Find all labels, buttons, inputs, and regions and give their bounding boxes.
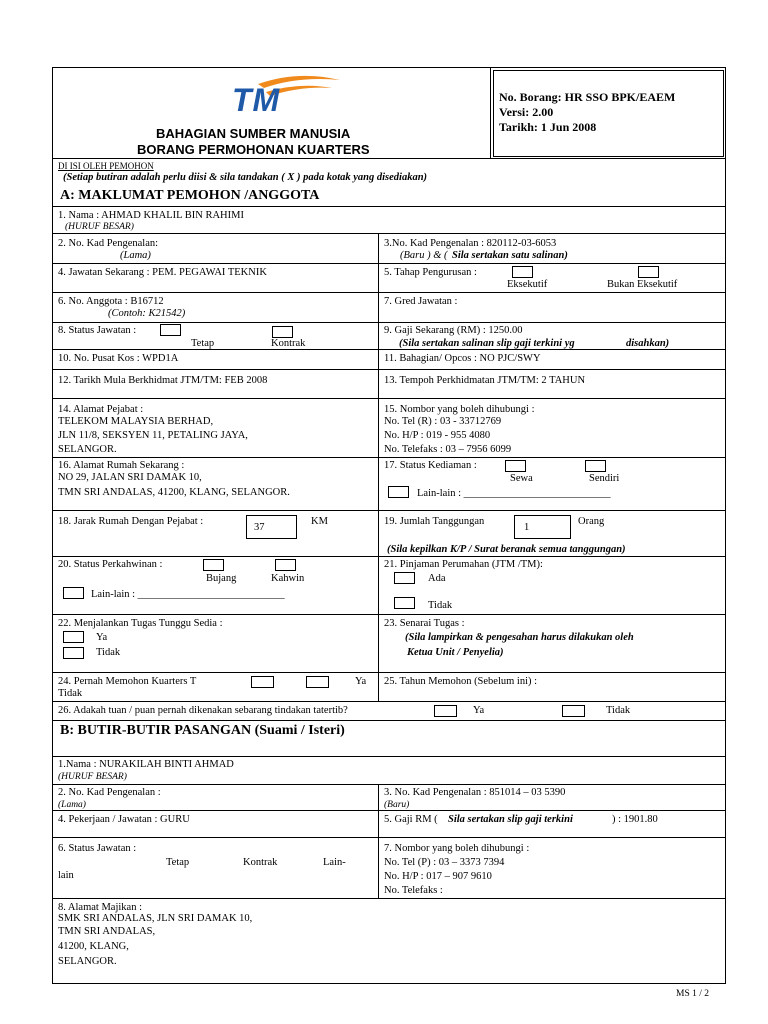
a20-kahwin-checkbox[interactable] bbox=[275, 559, 296, 571]
a3-ic-baru: 3.No. Kad Pengenalan : 820112-03-6053 bbox=[384, 238, 557, 249]
a8-opt2: Kontrak bbox=[271, 338, 306, 349]
a26-ya-checkbox[interactable] bbox=[434, 705, 457, 717]
a24-ya-checkbox[interactable] bbox=[251, 676, 274, 688]
a21-tidak-checkbox[interactable] bbox=[394, 597, 415, 609]
b2-ic-lama: 2. No. Kad Pengenalan : bbox=[58, 787, 161, 798]
a15-hp: No. H/P : 019 - 955 4080 bbox=[384, 430, 491, 441]
a18-value: 37 bbox=[254, 522, 265, 533]
a22-opt1: Ya bbox=[96, 632, 108, 643]
a8-tetap-checkbox[interactable] bbox=[160, 324, 181, 336]
b8-line2: TMN SRI ANDALAS, bbox=[58, 926, 156, 937]
tarikh: Tarikh: 1 Jun 2008 bbox=[499, 120, 597, 134]
a16-line1: NO 29, JALAN SRI DAMAK 10, bbox=[58, 472, 202, 483]
b6-opt3a: Lain- bbox=[323, 857, 346, 868]
a7-gred: 7. Gred Jawatan : bbox=[384, 296, 458, 307]
a1-nama: 1. Nama : AHMAD KHALIL BIN RAHIMI bbox=[58, 210, 244, 221]
tm-logo bbox=[228, 74, 348, 118]
a5-eksekutif-checkbox[interactable] bbox=[512, 266, 533, 278]
a19-tanggungan-box[interactable] bbox=[514, 515, 571, 539]
b3-ic-baru: 3. No. Kad Pengenalan : 851014 – 03 5390 bbox=[384, 787, 566, 798]
a22-tidak-checkbox[interactable] bbox=[63, 647, 84, 659]
a24-pernah: 24. Pernah Memohon Kuarters T bbox=[58, 676, 197, 687]
a10-pusat-kos: 10. No. Pusat Kos : WPD1A bbox=[58, 353, 179, 364]
a8-opt1: Tetap bbox=[191, 338, 215, 349]
a17-lainlain-checkbox[interactable] bbox=[388, 486, 409, 498]
b8-alamat-majikan: 8. Alamat Majikan : bbox=[58, 902, 142, 913]
b8-line3: 41200, KLANG, bbox=[58, 941, 129, 952]
a15-nombor: 15. Nombor yang boleh dihubungi : bbox=[384, 404, 535, 415]
b2-hint: (Lama) bbox=[58, 800, 86, 810]
b7-hp: No. H/P : 017 – 907 9610 bbox=[384, 871, 492, 882]
a24-opt1: Ya bbox=[355, 676, 367, 687]
versi: Versi: 2.00 bbox=[499, 105, 554, 119]
form-title: BORANG PERMOHONAN KUARTERS bbox=[137, 142, 370, 157]
a9-hint-a: (Sila sertakan salinan slip gaji terkini yg bbox=[399, 338, 575, 349]
a14-line3: SELANGOR. bbox=[58, 444, 117, 455]
a9-gaji: 9. Gaji Sekarang (RM) : 1250.00 bbox=[384, 325, 523, 336]
a5-bukan-eksekutif-checkbox[interactable] bbox=[638, 266, 659, 278]
a22-ya-checkbox[interactable] bbox=[63, 631, 84, 643]
a19-unit: Orang bbox=[578, 516, 605, 527]
a26-opt2: Tidak bbox=[606, 705, 631, 716]
a18-jarak: 18. Jarak Rumah Dengan Pejabat : bbox=[58, 516, 204, 527]
a17-opt2: Sendiri bbox=[589, 473, 620, 484]
a12-tarikh-mula: 12. Tarikh Mula Berkhidmat JTM/TM: FEB 2008 bbox=[58, 375, 268, 386]
section-a-title: A: MAKLUMAT PEMOHON /ANGGOTA bbox=[60, 188, 320, 203]
b5-gaji-c: ) : 1901.80 bbox=[612, 814, 658, 825]
b6-opt3b: lain bbox=[58, 870, 74, 881]
a8-status: 8. Status Jawatan : bbox=[58, 325, 137, 336]
a11-bahagian: 11. Bahagian/ Opcos : NO PJC/SWY bbox=[384, 353, 541, 364]
b1-nama: 1.Nama : NURAKILAH BINTI AHMAD bbox=[58, 759, 234, 770]
a2-ic-lama: 2. No. Kad Pengenalan: bbox=[58, 238, 159, 249]
a16-line2: TMN SRI ANDALAS, 41200, KLANG, SELANGOR. bbox=[58, 487, 290, 498]
a5-opt2: Bukan Eksekutif bbox=[607, 279, 678, 290]
header-divider bbox=[490, 67, 491, 159]
a6-hint: (Contoh: K21542) bbox=[108, 308, 186, 319]
a4-jawatan: 4. Jawatan Sekarang : PEM. PEGAWAI TEKNIK bbox=[58, 267, 267, 278]
a26-tatertib: 26. Adakah tuan / puan pernah dikenakan sebarang tindakan tatertib? bbox=[58, 705, 348, 716]
a15-tel: No. Tel (R) : 03 - 33712769 bbox=[384, 416, 502, 427]
b5-gaji-b: Sila sertakan slip gaji terkini bbox=[448, 814, 573, 825]
a22-tunggu-sedia: 22. Menjalankan Tugas Tunggu Sedia : bbox=[58, 618, 223, 629]
a3-hint-a: (Baru ) & ( bbox=[400, 250, 448, 261]
b1-hint: (HURUF BESAR) bbox=[58, 772, 127, 782]
a17-opt1: Sewa bbox=[510, 473, 533, 484]
a15-faks: No. Telefaks : 03 – 7956 6099 bbox=[384, 444, 512, 455]
a21-opt1: Ada bbox=[428, 573, 446, 584]
b6-opt2: Kontrak bbox=[243, 857, 278, 868]
a14-line1: TELEKOM MALAYSIA BERHAD, bbox=[58, 416, 214, 427]
a20-opt3: Lain-lain : ____________________________ bbox=[91, 589, 285, 600]
a19-tanggungan: 19. Jumlah Tanggungan bbox=[384, 516, 485, 527]
a16-alamat-rumah: 16. Alamat Rumah Sekarang : bbox=[58, 460, 185, 471]
a21-pinjaman: 21. Pinjaman Perumahan (JTM /TM): bbox=[384, 559, 543, 570]
a5-opt1: Eksekutif bbox=[507, 279, 548, 290]
a18-unit: KM bbox=[311, 516, 328, 527]
section-b-title: B: BUTIR-BUTIR PASANGAN (Suami / Isteri) bbox=[60, 723, 345, 738]
b6-status: 6. Status Jawatan : bbox=[58, 843, 137, 854]
a5-tahap: 5. Tahap Pengurusan : bbox=[384, 267, 477, 278]
b3-hint: (Baru) bbox=[384, 800, 410, 810]
a19-hint: (Sila kepilkan K/P / Surat beranak semua tanggungan) bbox=[387, 544, 626, 555]
a1-hint: (HURUF BESAR) bbox=[65, 222, 134, 232]
a17-kediaman: 17. Status Kediaman : bbox=[384, 460, 477, 471]
b4-pekerjaan: 4. Pekerjaan / Jawatan : GURU bbox=[58, 814, 190, 825]
a20-opt1: Bujang bbox=[206, 573, 237, 584]
instruction: (Setiap butiran adalah perlu diisi & sila tandakan ( X ) pada kotak yang disediakan) bbox=[63, 172, 428, 183]
a21-ada-checkbox[interactable] bbox=[394, 572, 415, 584]
a14-line2: JLN 11/8, SEKSYEN 11, PETALING JAYA, bbox=[58, 430, 248, 441]
a23-senarai: 23. Senarai Tugas : bbox=[384, 618, 465, 629]
a20-bujang-checkbox[interactable] bbox=[203, 559, 224, 571]
a24-opt2: Tidak bbox=[58, 688, 83, 699]
a25-tahun: 25. Tahun Memohon (Sebelum ini) : bbox=[384, 676, 538, 687]
a3-hint-b: Sila sertakan satu salinan) bbox=[452, 250, 568, 261]
a26-tidak-checkbox[interactable] bbox=[562, 705, 585, 717]
a20-opt2: Kahwin bbox=[271, 573, 305, 584]
a24-tidak-checkbox[interactable] bbox=[306, 676, 329, 688]
b7-nombor: 7. Nombor yang boleh dihubungi : bbox=[384, 843, 530, 854]
b6-opt1: Tetap bbox=[166, 857, 190, 868]
a21-opt2: Tidak bbox=[428, 600, 453, 611]
a23-hint-b: Ketua Unit / Penyelia) bbox=[407, 647, 504, 658]
a23-hint-a: (Sila lampirkan & pengesahan harus dilakukan oleh bbox=[405, 632, 634, 643]
a20-lainlain-checkbox[interactable] bbox=[63, 587, 84, 599]
page-number: MS 1 / 2 bbox=[676, 989, 709, 999]
b8-line1: SMK SRI ANDALAS, JLN SRI DAMAK 10, bbox=[58, 913, 253, 924]
a22-opt2: Tidak bbox=[96, 647, 121, 658]
tm-logo-text: TM bbox=[232, 82, 281, 118]
borang-no: No. Borang: HR SSO BPK/EAEM bbox=[499, 90, 676, 104]
a17-sendiri-checkbox[interactable] bbox=[585, 460, 606, 472]
dept-title: BAHAGIAN SUMBER MANUSIA bbox=[156, 126, 351, 141]
a14-alamat-pejabat: 14. Alamat Pejabat : bbox=[58, 404, 144, 415]
b7-faks: No. Telefaks : bbox=[384, 885, 443, 896]
a8-kontrak-checkbox[interactable] bbox=[272, 326, 293, 338]
b5-gaji-a: 5. Gaji RM ( bbox=[384, 814, 438, 825]
b7-tel: No. Tel (P) : 03 – 3373 7394 bbox=[384, 857, 505, 868]
a17-sewa-checkbox[interactable] bbox=[505, 460, 526, 472]
a6-anggota: 6. No. Anggota : B16712 bbox=[58, 296, 164, 307]
a19-value: 1 bbox=[524, 522, 530, 533]
a17-opt3: Lain-lain : ____________________________ bbox=[417, 488, 611, 499]
a20-perkahwinan: 20. Status Perkahwinan : bbox=[58, 559, 163, 570]
a9-hint-b: disahkan) bbox=[626, 338, 670, 349]
a26-opt1: Ya bbox=[473, 705, 485, 716]
b8-line4: SELANGOR. bbox=[58, 956, 117, 967]
a2-hint: (Lama) bbox=[120, 250, 151, 261]
diisi-label: DI ISI OLEH PEMOHON bbox=[58, 161, 154, 171]
a13-tempoh: 13. Tempoh Perkhidmatan JTM/TM: 2 TAHUN bbox=[384, 375, 586, 386]
